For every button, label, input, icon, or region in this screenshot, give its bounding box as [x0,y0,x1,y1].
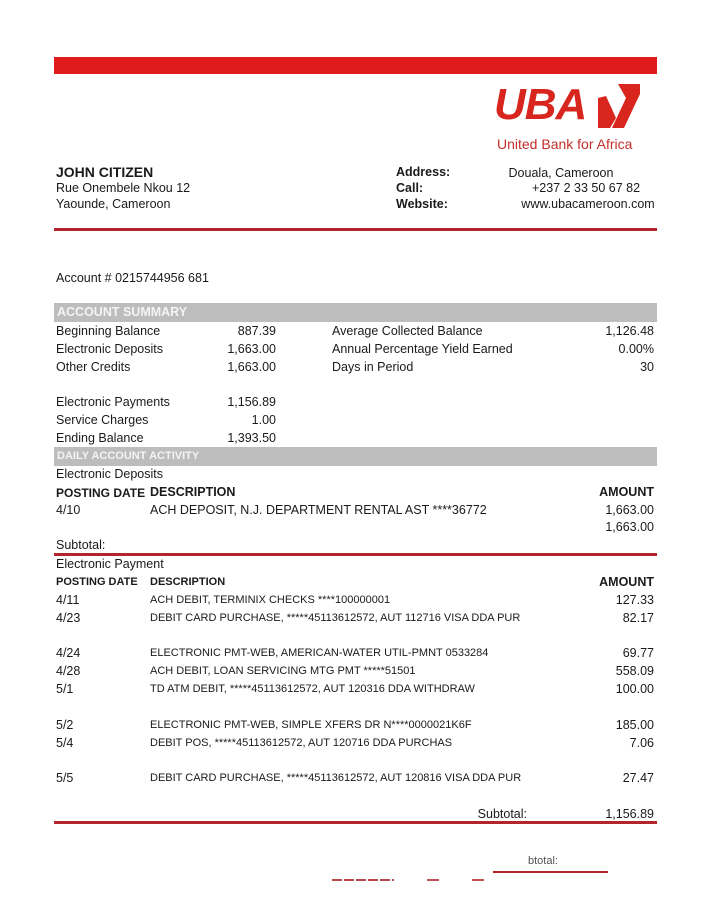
cutoff-dash [472,879,484,881]
deposits-subtotal-label: Subtotal: [56,538,106,552]
summary-label: Ending Balance [56,431,144,445]
bank-address-value: Douala, Cameroon [508,166,614,180]
row-amount: 69.77 [622,646,654,660]
cutoff-subtotal-label: btotal: [528,855,558,867]
customer-name: JOHN CITIZEN [56,164,154,180]
row-description: ELECTRONIC PMT-WEB, AMERICAN-WATER UTIL-PMNT 0533284 [150,647,489,659]
summary-value: 1,663.00 [227,360,276,374]
bank-logo-text: UBA [494,80,587,129]
summary-value: 1,663.00 [227,342,276,356]
row-amount: 1,663.00 [605,503,654,517]
account-summary-bar [54,303,657,322]
row-date: 4/10 [56,503,81,517]
deposits-subtotal-value: 1,663.00 [605,520,654,534]
row-date: 4/11 [56,593,80,607]
summary-value: 1.00 [251,413,276,427]
summary-label: Service Charges [56,413,149,427]
row-amount: 100.00 [615,682,654,696]
deposits-header-description: DESCRIPTION [150,485,236,499]
row-amount: 7.06 [629,736,654,750]
row-description: DEBIT POS, *****45113612572, AUT 120716 DDA PURCHAS [150,737,453,749]
row-description: ACH DEBIT, TERMINIX CHECKS ****100000001 [150,594,391,606]
row-amount: 185.00 [615,718,654,732]
bank-call-label: Call: [396,181,424,195]
deposits-divider [54,553,657,556]
summary-value: 0.00% [618,342,654,356]
deposits-header-amount: AMOUNT [599,485,654,499]
account-summary-title: ACCOUNT SUMMARY [57,305,188,319]
summary-label: Days in Period [332,360,414,374]
row-date: 4/23 [56,611,81,625]
bank-phone-value: +237 2 33 50 67 82 [531,181,641,195]
summary-label: Electronic Payments [56,395,170,409]
row-description: ACH DEPOSIT, N.J. DEPARTMENT RENTAL AST ****36772 [150,503,487,517]
deposits-section-label: Electronic Deposits [56,467,163,481]
cutoff-dash-line [332,879,394,881]
bank-address-label: Address: [396,165,451,179]
summary-label: Electronic Deposits [56,342,163,356]
payments-divider [54,821,657,824]
row-date: 5/2 [56,718,74,732]
row-date: 4/24 [56,646,81,660]
header-divider [54,228,657,231]
summary-value: 1,393.50 [227,431,276,445]
cutoff-dash [427,879,439,881]
row-date: 5/5 [56,771,74,785]
row-date: 4/28 [56,664,81,678]
payments-section-label: Electronic Payment [56,557,164,571]
summary-label: Other Credits [56,360,131,374]
account-number: Account # 0215744956 681 [56,271,209,285]
bank-logo-mark-icon [596,82,642,130]
summary-value: 1,126.48 [605,324,654,338]
row-description: DEBIT CARD PURCHASE, *****45113612572, AUT 120816 VISA DDA PUR [150,772,522,784]
row-date: 5/1 [56,682,74,696]
summary-value: 30 [640,360,654,374]
row-amount: 127.33 [615,593,654,607]
daily-activity-bar [54,447,657,466]
summary-label: Beginning Balance [56,324,161,338]
cutoff-divider [493,871,608,873]
daily-activity-title: DAILY ACCOUNT ACTIVITY [57,450,200,462]
customer-address-line1: Rue Onembele Nkou 12 [56,181,191,195]
summary-label: Average Collected Balance [332,324,483,338]
row-amount: 27.47 [622,771,654,785]
header-accent-bar [54,57,657,74]
payments-header-date: POSTING DATE [56,576,138,588]
summary-label: Annual Percentage Yield Earned [332,342,513,356]
row-description: DEBIT CARD PURCHASE, *****45113612572, AUT 112716 VISA DDA PUR [150,612,521,624]
row-date: 5/4 [56,736,74,750]
row-description: TD ATM DEBIT, *****45113612572, AUT 120316 DDA WITHDRAW [150,683,475,695]
bank-website-label: Website: [396,197,448,211]
bank-tagline: United Bank for Africa [497,136,633,152]
summary-value: 1,156.89 [227,395,276,409]
summary-value: 887.39 [237,324,276,338]
row-description: ELECTRONIC PMT-WEB, SIMPLE XFERS DR N****0000021K6F [150,719,472,731]
deposits-header-date: POSTING DATE [56,486,146,500]
bank-website-value[interactable]: www.ubacameroon.com [521,197,655,211]
row-amount: 558.09 [615,664,654,678]
payments-header-amount: AMOUNT [599,575,654,589]
customer-address-line2: Yaounde, Cameroon [56,197,171,211]
row-description: ACH DEBIT, LOAN SERVICING MTG PMT *****51501 [150,665,416,677]
payments-subtotal-value: 1,156.89 [605,807,654,821]
payments-header-description: DESCRIPTION [150,576,226,588]
payments-subtotal-label: Subtotal: [477,807,527,821]
row-amount: 82.17 [622,611,654,625]
